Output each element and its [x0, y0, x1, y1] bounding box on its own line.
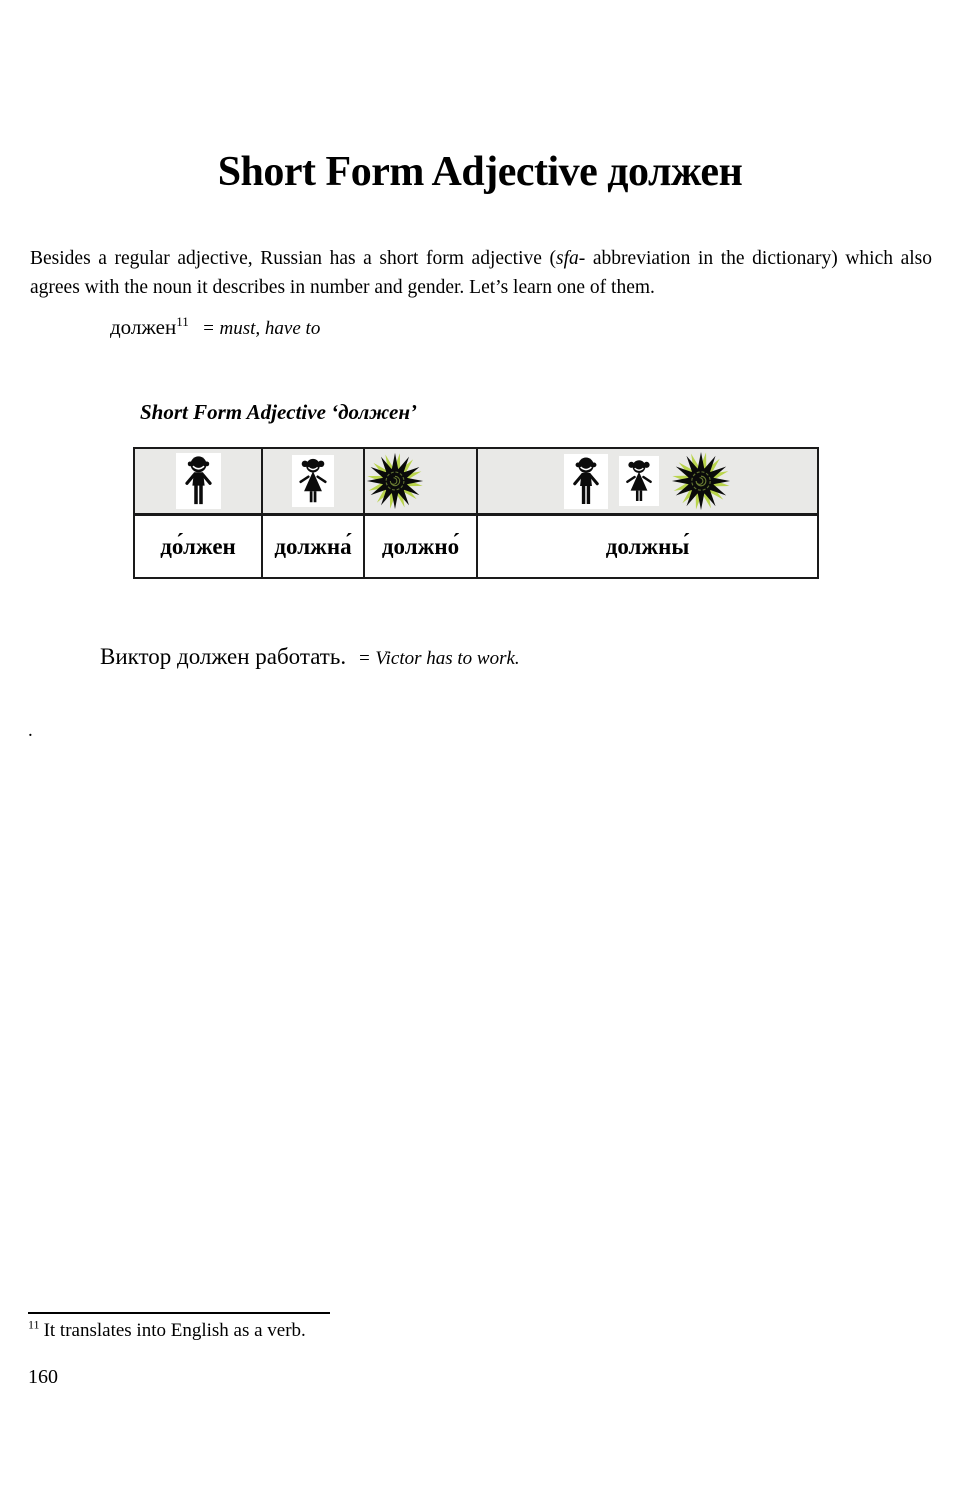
boy-girl-sun-icons [564, 450, 732, 512]
boy-icon [176, 453, 221, 509]
cell-plural-icons [477, 448, 818, 515]
cell-feminine-icon [262, 448, 364, 515]
intro-paragraph [30, 244, 932, 303]
cell-neuter-icon [364, 448, 477, 515]
girl-icon [619, 456, 659, 506]
footnote-reference: 11 [176, 314, 189, 329]
cell-masculine-icon [134, 448, 262, 515]
sun-icon [670, 450, 732, 512]
footnote [28, 1317, 306, 1342]
page-title: Short Form Adjective должен [217, 149, 743, 195]
sun-icon [365, 451, 476, 511]
stray-period: . [28, 720, 33, 741]
word-neuter: должно́ [364, 515, 477, 579]
intro-text-start: Besides a regular adjective, Russian has a short form adjective ( [30, 248, 557, 269]
page-number: 160 [28, 1366, 58, 1388]
table-caption: Short Form Adjective ‘должен’ [140, 400, 417, 424]
example-sentence [100, 644, 520, 670]
footnote-number: 11 [28, 1317, 40, 1332]
intro-abbreviation: sfa- [556, 248, 586, 269]
example-translation: = Victor has to work. [357, 648, 520, 669]
boy-icon [564, 454, 608, 509]
word-plural: должны́ [477, 515, 818, 579]
definition-word: должен [110, 315, 177, 339]
footnote-text: It translates into English as a verb. [43, 1320, 306, 1341]
table-word-row [134, 515, 818, 579]
word-masculine: до́лжен [134, 515, 262, 579]
footnote-separator [28, 1312, 330, 1314]
definition-line [110, 315, 320, 340]
table-icon-row [134, 448, 818, 515]
definition-translation: = must, have to [201, 318, 321, 339]
example-russian: Виктор должен работать. [100, 644, 347, 669]
declension-table [133, 447, 819, 579]
intro-text-end: abbreviation in the dictionary) which also agrees with the noun it describes in number and gender. Let’s learn one of them. [30, 248, 932, 299]
word-feminine: должна́ [262, 515, 364, 579]
girl-icon [292, 455, 334, 507]
